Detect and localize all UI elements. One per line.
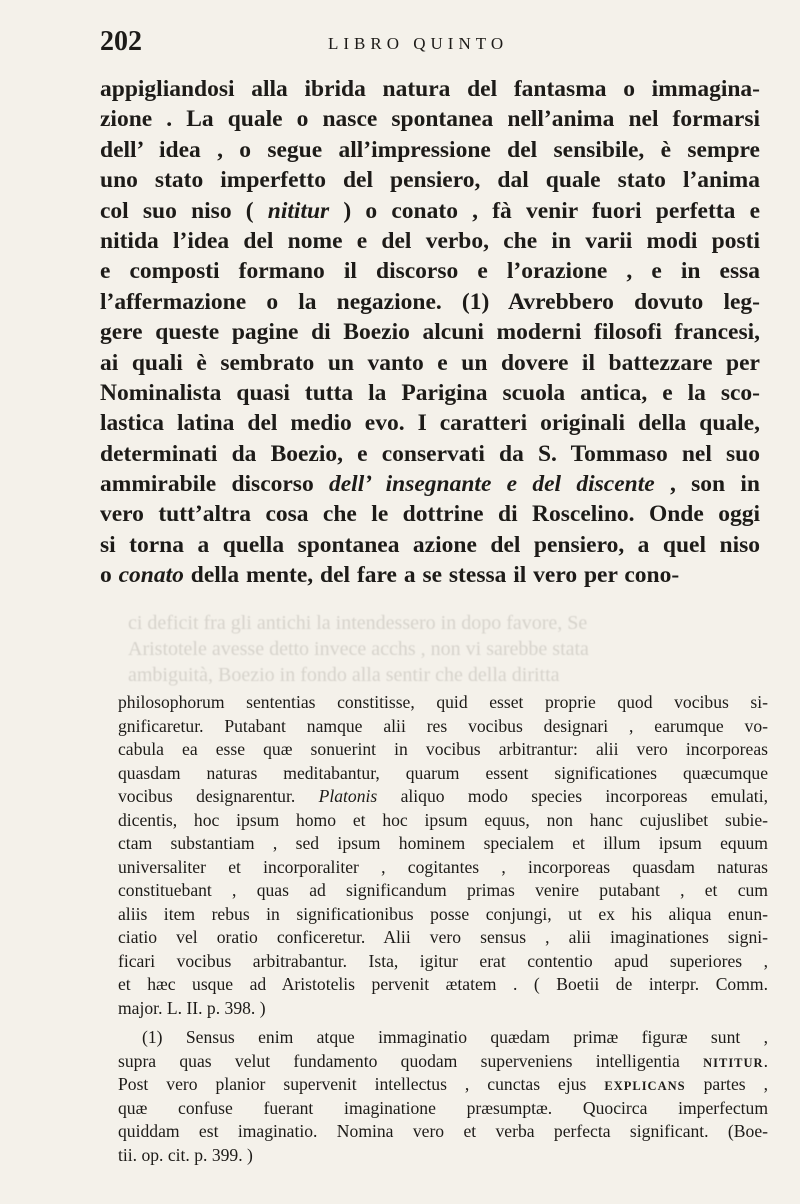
text-segment: Post vero planior supervenit intellectus , cunctas ejus (118, 1074, 605, 1094)
footnote-line (118, 832, 768, 856)
main-line (100, 317, 760, 347)
text-segment: ctam substantiam , sed ipsum hominem specialem et illum ipsum equum (118, 833, 768, 853)
bleed-through-line: ambiguità, Boezio in fondo alla sentir che della diritta (128, 664, 560, 686)
main-line (100, 348, 760, 378)
footnote-line (118, 691, 768, 715)
main-line (100, 469, 760, 499)
text-segment: . (763, 1050, 768, 1071)
main-line (100, 165, 760, 195)
main-line (100, 439, 760, 469)
footnote-line (118, 1050, 768, 1074)
italic-term: conato (118, 562, 184, 589)
text-segment: ) o conato , fà venir fuori perfetta e (329, 197, 760, 224)
footnote-line (118, 1026, 768, 1050)
text-segment: cabula ea esse quæ sonuerint in vocibus arbitrantur: alii vero incorporeas (118, 739, 768, 759)
bleed-through-line: ci deficit fra gli antichi la intendessero in dopo favore, Se (128, 612, 588, 634)
small-caps-term: NITITUR (703, 1055, 764, 1070)
text-segment: vocibus designarentur. (118, 786, 319, 806)
text-segment: , son in (654, 471, 760, 498)
text-segment: gere queste pagine di Boezio alcuni moderni filosofi francesi, (100, 319, 760, 346)
main-line (100, 256, 760, 286)
text-segment: vero tutt’altra cosa che le dottrine di Roscelino. Onde oggi (100, 501, 760, 528)
text-segment: philosophorum sententias constitisse, quid esset proprie quod vocibus si- (118, 692, 768, 712)
text-segment: dicentis, hoc ipsum homo et hoc ipsum equus, non hanc cujuslibet subie- (118, 809, 768, 830)
footnote-line (118, 926, 768, 950)
text-segment: universaliter et incorporaliter , cogitantes , incorporeas quasdam naturas (118, 856, 768, 877)
text-segment: constituebant , quas ad significandum primas venire putabant , et cum (118, 880, 768, 900)
text-segment: zione . La quale o nasce spontanea nell’anima nel formarsi (100, 106, 760, 133)
text-segment: quiddam est imaginatio. Nomina vero et verba perfecta significant. (Boe- (118, 1121, 768, 1141)
small-caps-term: EXPLICANS (604, 1079, 686, 1093)
main-line (100, 104, 760, 134)
text-segment: si torna a quella spontanea azione del pensiero, a quel niso (100, 531, 760, 558)
text-segment: e composti formano il discorso e l’orazione , e in essa (100, 258, 760, 285)
page-number: 202 (100, 26, 142, 57)
text-segment: partes , (685, 1074, 768, 1094)
text-segment: supra quas velut fundamento quodam superveniens intelligentia (118, 1050, 704, 1071)
text-segment: quæ confuse fuerant imaginatione præsumptæ. Quocirca imperfectum (118, 1097, 768, 1118)
text-segment: determinati da Boezio, e conservati da S. Tommaso nel suo (100, 440, 760, 467)
running-head: LIBRO QUINTO (328, 34, 509, 53)
text-segment: et hæc usque ad Aristotelis pervenit ætatem . ( Boetii de interpr. Comm. (118, 974, 768, 994)
main-line (100, 135, 760, 165)
text-segment: col suo niso ( (100, 197, 268, 224)
footnote-line (118, 809, 768, 833)
text-segment: ammirabile discorso (100, 471, 329, 498)
text-segment: major. L. II. p. 398. ) (118, 997, 266, 1018)
footnote-line (118, 1144, 768, 1168)
main-line (100, 560, 760, 590)
footnote-line (118, 856, 768, 880)
italic-term: nititur (267, 197, 330, 224)
text-segment: (1) Sensus enim atque immaginatio quædam primæ figuræ sunt , (142, 1027, 768, 1047)
footnote-1 (118, 1026, 768, 1167)
text-segment: quasdam naturas meditabantur, quarum essent significationes quæcumque (118, 762, 768, 783)
text-segment: aliis item rebus in significationibus posse conjungi, ut ex his aliqua enun- (118, 903, 768, 924)
main-line (100, 378, 760, 408)
text-segment: dell’ idea , o segue all’impressione del sensibile, è sempre (100, 136, 760, 163)
text-segment: ai quali è sembrato un vanto e un dovere il battezzare per (100, 349, 760, 376)
bleed-through-text (128, 610, 778, 688)
text-segment: nitida l’idea del nome e del verbo, che in varii modi posti (100, 227, 760, 254)
text-segment: appigliandosi alla ibrida natura del fantasma o immagina- (100, 76, 760, 102)
text-segment: ciatio vel oratio conficeretur. Alii vero sensus , alii imaginationes signi- (118, 927, 768, 947)
main-text (100, 74, 760, 591)
footnote-line (118, 1120, 768, 1144)
main-line (100, 226, 760, 256)
text-segment: ficari vocibus arbitrabantur. Ista, igitur erat contentio apud superiores , (118, 950, 768, 971)
footnote-line (118, 715, 768, 739)
text-segment: uno stato imperfetto del pensiero, dal quale stato l’anima (100, 167, 760, 194)
text-segment: aliquo modo species incorporeas emulati, (377, 786, 768, 806)
text-segment: tii. op. cit. p. 399. ) (118, 1144, 253, 1165)
footnote-line (118, 785, 768, 809)
text-segment: Nominalista quasi tutta la Parigina scuola antica, e la sco- (100, 379, 760, 406)
footnote-line (118, 879, 768, 903)
text-segment: o (100, 562, 119, 589)
footnote-line (118, 1073, 768, 1097)
text-segment: lastica latina del medio evo. I caratteri originali della quale, (100, 410, 760, 437)
italic-title: dell’ insegnante e del discente (329, 471, 655, 498)
footnote-line (118, 1097, 768, 1121)
text-segment: l’affermazione o la negazione. (1) Avrebbero dovuto leg- (100, 288, 760, 315)
footnote-line (118, 738, 768, 762)
footnote-continued (118, 691, 768, 1020)
italic-name: Platonis (318, 786, 378, 806)
footnote-line (118, 997, 768, 1021)
footnote-line (118, 762, 768, 786)
text-segment: della mente, del fare a se stessa il vero per cono- (183, 562, 680, 589)
main-line (100, 196, 760, 226)
page-header (100, 26, 760, 66)
main-line (100, 287, 760, 317)
footnote-line (118, 950, 768, 974)
bleed-through-line: Aristotele avesse detto invece acchs , non vi sarebbe stata (128, 638, 589, 660)
main-line (100, 74, 760, 104)
main-line (100, 499, 760, 529)
main-line (100, 408, 760, 438)
footnote-line (118, 973, 768, 997)
main-line (100, 530, 760, 560)
footnote-line (118, 903, 768, 927)
text-segment: gnificaretur. Putabant namque alii res vocibus designari , earumque vo- (118, 715, 768, 736)
